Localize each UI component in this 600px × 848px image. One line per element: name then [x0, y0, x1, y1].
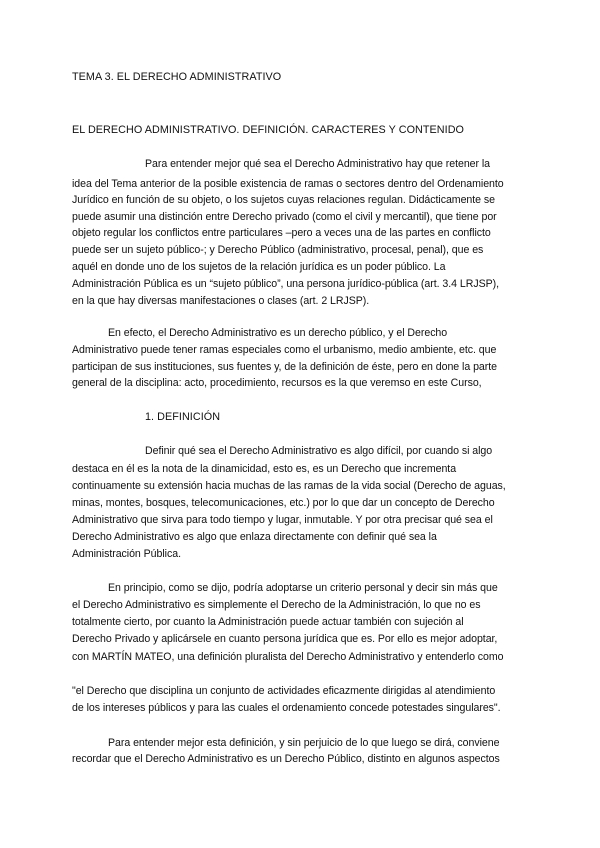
paragraph-line: totalmente cierto, por cuanto la Administración puede actuar también con sujeción al	[72, 616, 464, 628]
paragraph-line: puede asumir una distinción entre Derecho privado (como el civil y mercantil), que tiene por	[72, 211, 497, 223]
paragraph-line: destaca en él es la nota de la dinamicidad, esto es, es un Derecho que incrementa	[72, 463, 457, 475]
paragraph-line: Derecho Privado y aplicársele en cuanto persona jurídica que es. Por ello es mejor adoptar,	[72, 633, 498, 645]
paragraph-line: idea del Tema anterior de la posible existencia de ramas o sectores dentro del Ordenamiento	[72, 178, 504, 190]
paragraph-line: Administrativo puede tener ramas especiales como el urbanismo, medio ambiente, etc. que	[72, 344, 497, 356]
paragraph-line: puede ser un sujeto público-; y Derecho Público (administrativo, procesal, penal), que es	[72, 244, 484, 256]
paragraph-line: En principio, como se dijo, podría adoptarse un criterio personal y decir sin más que	[108, 582, 498, 594]
paragraph-line: Administrativo que sirva para todo tiempo y lugar, inmutable. Y por otra precisar qué sea el	[72, 514, 493, 526]
paragraph-line: continuamente su extensión hacia muchas de las ramas de la vida social (Derecho de aguas,	[72, 480, 506, 492]
paragraph-line: el Derecho Administrativo es simplemente el Derecho de la Administración, lo que no es	[72, 599, 481, 611]
paragraph-line: participan de sus instituciones, sus fuentes y, de la definición de éste, pero en done la parte	[72, 361, 497, 373]
paragraph-line: Para entender mejor esta definición, y sin perjuicio de lo que luego se dirá, conviene	[108, 737, 500, 749]
paragraph-line: objeto regular los conflictos entre particulares –pero a veces una de las partes en conflicto	[72, 227, 491, 239]
paragraph-line: con MARTÍN MATEO, una definición pluralista del Derecho Administrativo y entenderlo como	[72, 651, 504, 663]
paragraph-line: recordar que el Derecho Administrativo es un Derecho Público, distinto en algunos aspectos	[72, 753, 500, 765]
quote-line: de los intereses públicos y para las cuales el ordenamiento concede potestades singulares".	[72, 702, 501, 714]
paragraph-line: Administración Pública.	[72, 548, 181, 560]
quote-line: "el Derecho que disciplina un conjunto de actividades eficazmente dirigidas al atendimiento	[72, 685, 496, 697]
paragraph-line: general de la disciplina: acto, procedimiento, recursos es la que veremso en este Curso,	[72, 377, 482, 389]
document-title: TEMA 3. EL DERECHO ADMINISTRATIVO	[72, 71, 282, 83]
subheading-definicion: 1. DEFINICIÓN	[145, 411, 221, 423]
paragraph-line: En efecto, el Derecho Administrativo es un derecho público, y el Derecho	[108, 327, 448, 339]
paragraph-line: Jurídico en función de su objeto, o los sujetos cuyas relaciones regulan. Didácticamente se	[72, 194, 495, 206]
paragraph-line: Administración Pública es un “sujeto público”, una persona jurídico-pública (art. 3.4 LRJSP),	[72, 278, 499, 290]
paragraph-line: aquél en donde uno de los sujetos de la relación jurídica es un poder público. La	[72, 261, 446, 273]
paragraph-line: minas, montes, bosques, telecomunicaciones, etc.) por lo que dar un concepto de Derecho	[72, 497, 495, 509]
paragraph-line: Para entender mejor qué sea el Derecho Administrativo hay que retener la	[145, 158, 491, 170]
section-heading: EL DERECHO ADMINISTRATIVO. DEFINICIÓN. CARACTERES Y CONTENIDO	[72, 124, 464, 136]
paragraph-line: Definir qué sea el Derecho Administrativo es algo difícil, por cuando si algo	[145, 445, 493, 457]
paragraph-line: Derecho Administrativo es algo que enlaza directamente con definir qué sea la	[72, 531, 437, 543]
paragraph-line: en la que hay diversas manifestaciones o clases (art. 2 LRJSP).	[72, 295, 370, 307]
